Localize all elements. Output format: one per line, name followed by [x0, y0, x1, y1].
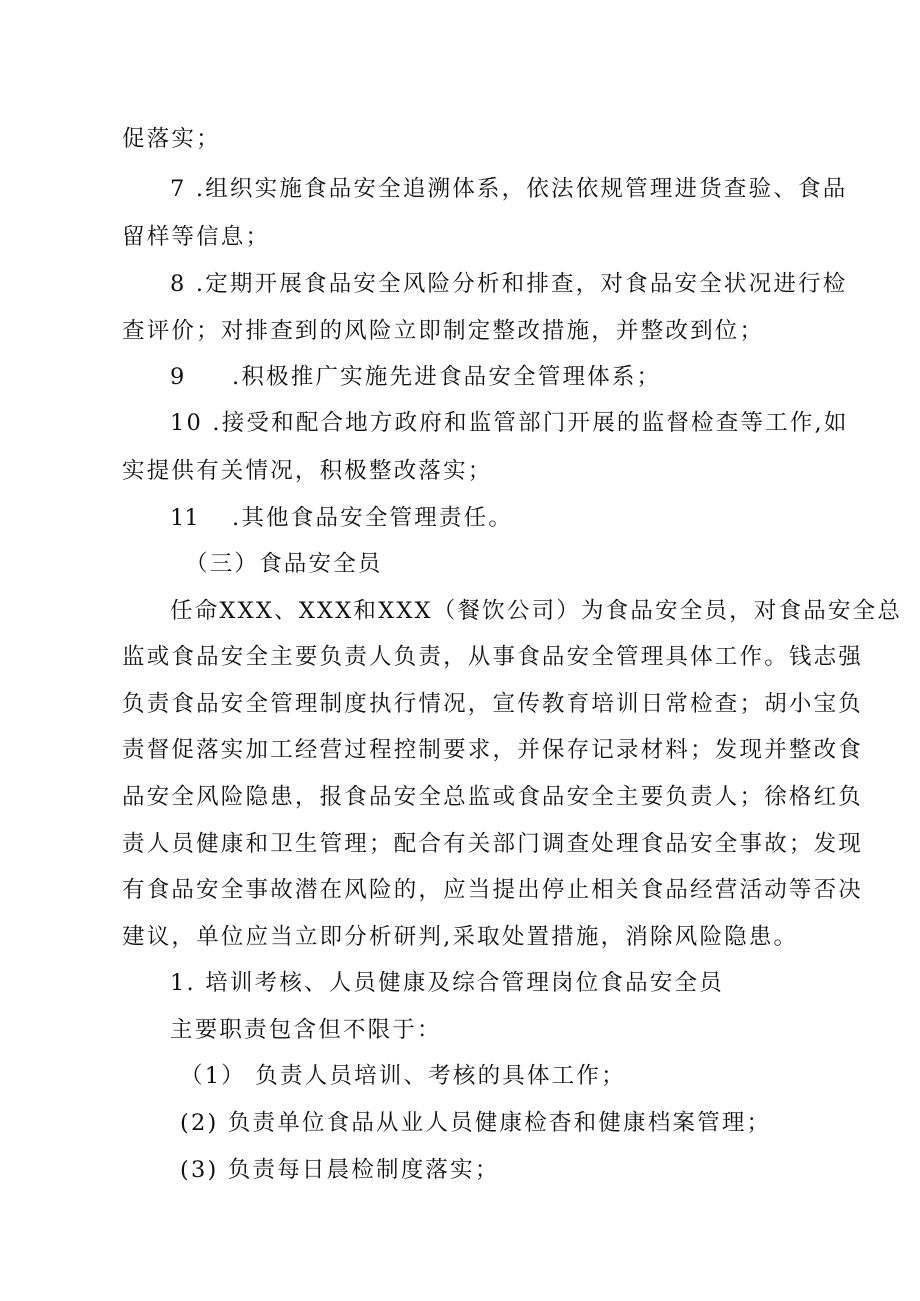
paragraph-line: 品安全风险隐患，报食品安全总监或食品安全主要负责人；徐格红负	[122, 784, 864, 810]
duty-item-3: (3) 负责每日晨检制度落实；	[180, 1157, 500, 1183]
paragraph-line: 建议，单位应当立即分析研判,采取处置措施，消除风险隐患。	[122, 924, 799, 950]
list-item-11	[170, 503, 860, 533]
list-number: 11	[170, 505, 199, 531]
paragraph-line: 有食品安全事故潜在风险的，应当提出停止相关食品经营活动等否决	[122, 877, 864, 903]
subsection-heading: 1. 培训考核、人员健康及综合管理岗位食品安全员	[170, 970, 724, 996]
paragraph-line: 任命XXX、XXX和XXX（餐饮公司）为食品安全员，对食品安全总	[170, 598, 903, 624]
list-number: 9	[170, 364, 185, 390]
paragraph-line: 责督促落实加工经营过程控制要求，并保存记录材料；发现并整改食	[122, 737, 864, 763]
section-heading: （三）食品安全员	[185, 551, 383, 577]
text-line: 主要职责包含但不限于：	[170, 1017, 442, 1043]
list-item-9	[170, 362, 860, 392]
paragraph-line: 负责食品安全管理制度执行情况，宣传教育培训日常检查；胡小宝负	[122, 691, 864, 717]
text-line: 查评价；对排查到的风险立即制定整改措施，并整改到位；	[122, 318, 765, 344]
paragraph-line: 监或食品安全主要负责人负责，从事食品安全管理具体工作。钱志强	[122, 644, 864, 670]
duty-item-2: (2) 负责单位食品从业人员健康检杳和健康档案管理；	[180, 1110, 772, 1136]
text-line: 实提供有关情况，积极整改落实；	[122, 458, 493, 484]
list-item-text: .积极推广实施先进食品安全管理体系；	[232, 364, 662, 390]
text-line: 促落实；	[122, 126, 221, 152]
list-item-10: 10 .接受和配合地方政府和监管部门开展的监督检查等工作,如	[170, 410, 849, 436]
list-item-8: 8 .定期开展食品安全风险分析和排查，对食品安全状况进行检	[170, 271, 848, 297]
list-item-7: 7 .组织实施食品安全追溯体系，依法依规管理进货查验、食品	[170, 176, 848, 202]
text-line: 留样等信息；	[122, 224, 271, 250]
paragraph-line: 责人员健康和卫生管理；配合有关部门调查处理食品安全事故；发现	[122, 831, 864, 857]
list-item-text: .其他食品安全管理责任。	[232, 505, 514, 531]
duty-item-1: （1） 负责人员培训、考核的具体工作；	[180, 1063, 626, 1089]
